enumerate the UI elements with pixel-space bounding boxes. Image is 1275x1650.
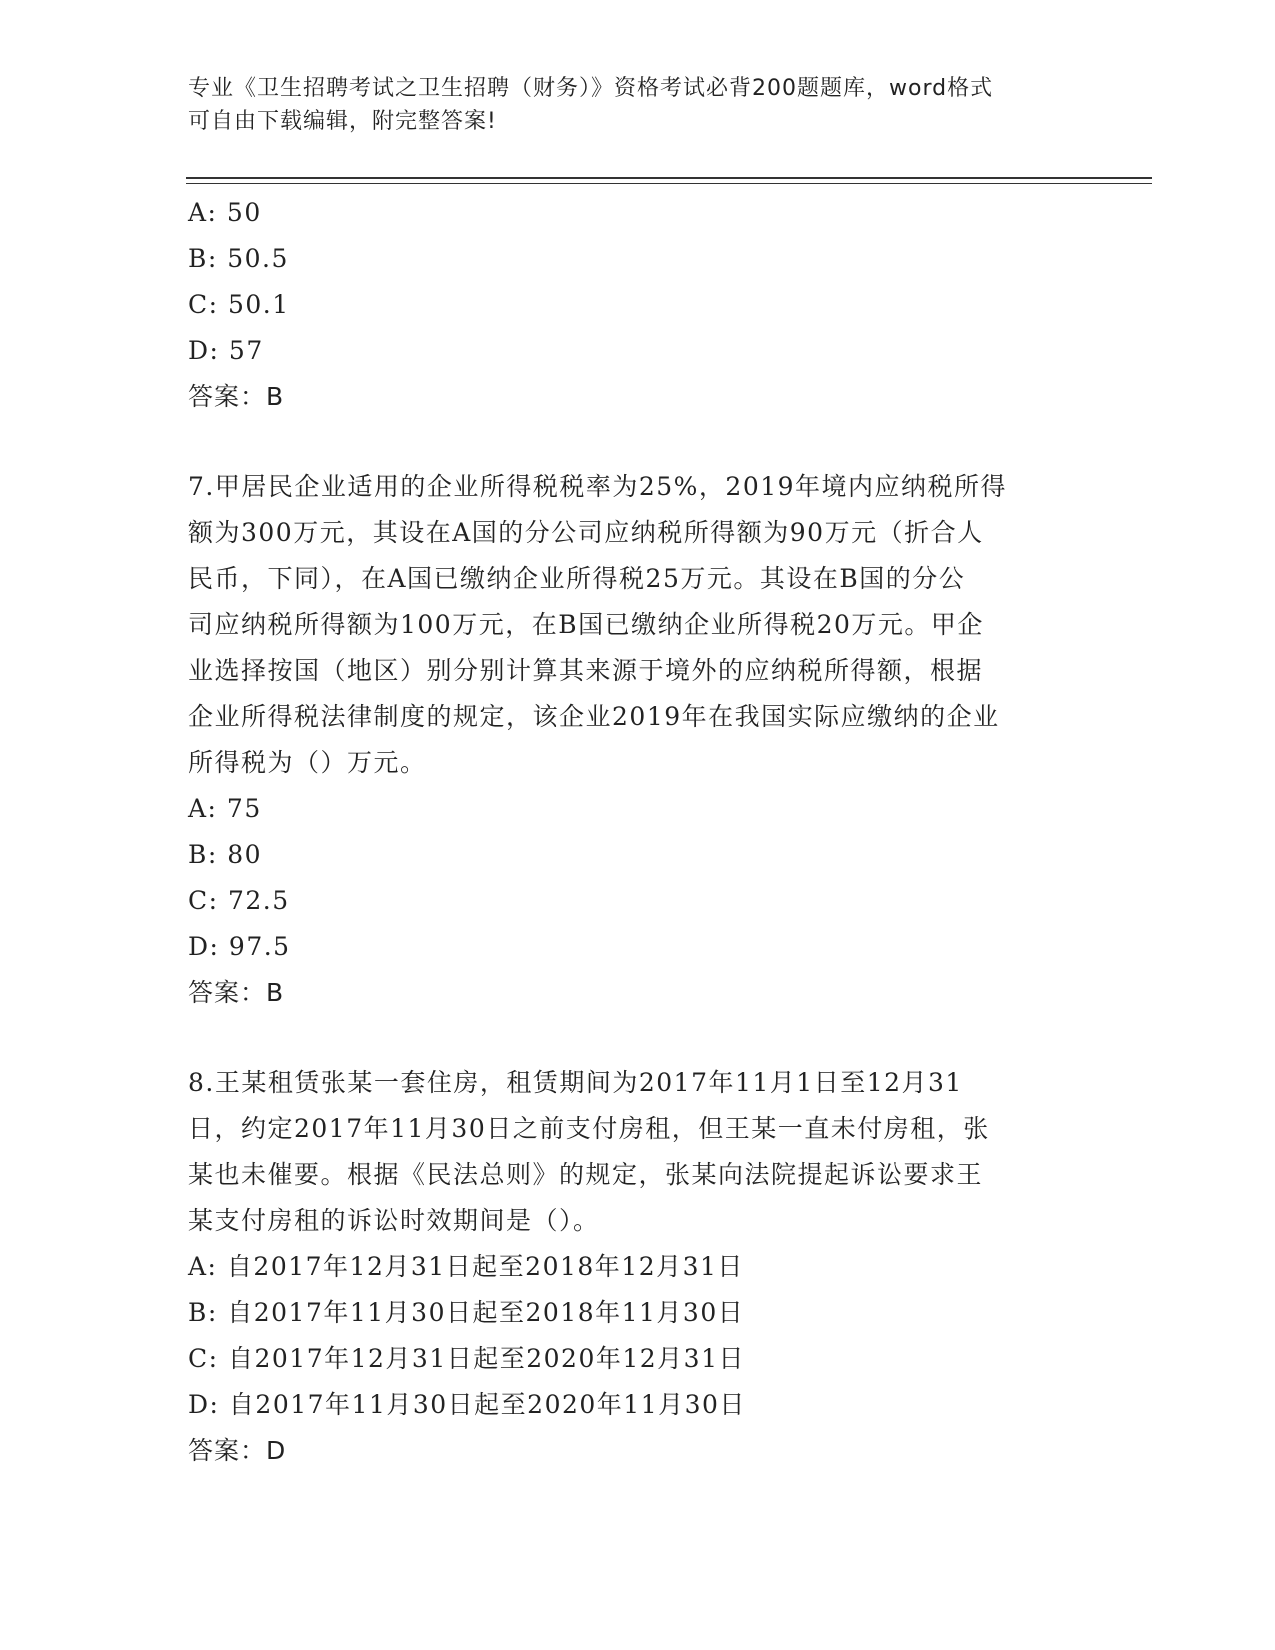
option-b: B: 自2017年11月30日起至2018年11月30日: [188, 1298, 745, 1327]
question-6-block: [188, 190, 1088, 420]
option-d: D: 自2017年11月30日起至2020年11月30日: [188, 1390, 746, 1419]
stem-line: 8.王某租赁张某一套住房，租赁期间为2017年11月1日至12月31: [188, 1068, 963, 1097]
document-body: [188, 190, 1088, 1474]
stem-line: 民币，下同），在A国已缴纳企业所得税25万元。其设在B国的分公: [188, 564, 966, 593]
question-7-block: [188, 464, 1088, 1016]
header-line-2: 可自由下载编辑，附完整答案!: [188, 109, 497, 134]
answer: 答案：D: [188, 1436, 287, 1465]
option-d: D: 97.5: [188, 932, 291, 961]
header-line-1: 专业《卫生招聘考试之卫生招聘（财务）》资格考试必背200题题库，word格式: [188, 76, 994, 101]
option-a: A: 75: [188, 794, 262, 823]
question-stem: [188, 1060, 1088, 1244]
option-a: A: 50: [188, 198, 262, 227]
stem-line: 某也未催要。根据《民法总则》的规定，张某向法院提起诉讼要求王: [188, 1160, 984, 1189]
stem-line: 企业所得税法律制度的规定，该企业2019年在我国实际应缴纳的企业: [188, 702, 1000, 731]
header-divider-thick: [186, 177, 1152, 179]
stem-line: 日，约定2017年11月30日之前支付房租，但王某一直未付房租，张: [188, 1114, 990, 1143]
answer: 答案：B: [188, 978, 285, 1007]
stem-line: 业选择按国（地区）别分别计算其来源于境外的应纳税所得额，根据: [188, 656, 984, 685]
stem-line: 7.甲居民企业适用的企业所得税税率为25%，2019年境内应纳税所得: [188, 472, 1008, 501]
option-a: A: 自2017年12月31日起至2018年12月31日: [188, 1252, 744, 1281]
header-divider-thin: [186, 183, 1152, 184]
stem-line: 额为300万元，其设在A国的分公司应纳税所得额为90万元（折合人: [188, 518, 984, 547]
document-header: [188, 72, 1088, 138]
option-b: B: 50.5: [188, 244, 289, 273]
option-d: D: 57: [188, 336, 264, 365]
answer: 答案：B: [188, 382, 285, 411]
option-b: B: 80: [188, 840, 263, 869]
stem-line: 司应纳税所得额为100万元，在B国已缴纳企业所得税20万元。甲企: [188, 610, 984, 639]
option-c: C: 72.5: [188, 886, 290, 915]
stem-line: 所得税为（）万元。: [188, 748, 427, 777]
option-c: C: 自2017年12月31日起至2020年12月31日: [188, 1344, 745, 1373]
option-c: C: 50.1: [188, 290, 290, 319]
question-8-block: [188, 1060, 1088, 1474]
question-stem: [188, 464, 1088, 786]
stem-line: 某支付房租的诉讼时效期间是（）。: [188, 1206, 600, 1235]
